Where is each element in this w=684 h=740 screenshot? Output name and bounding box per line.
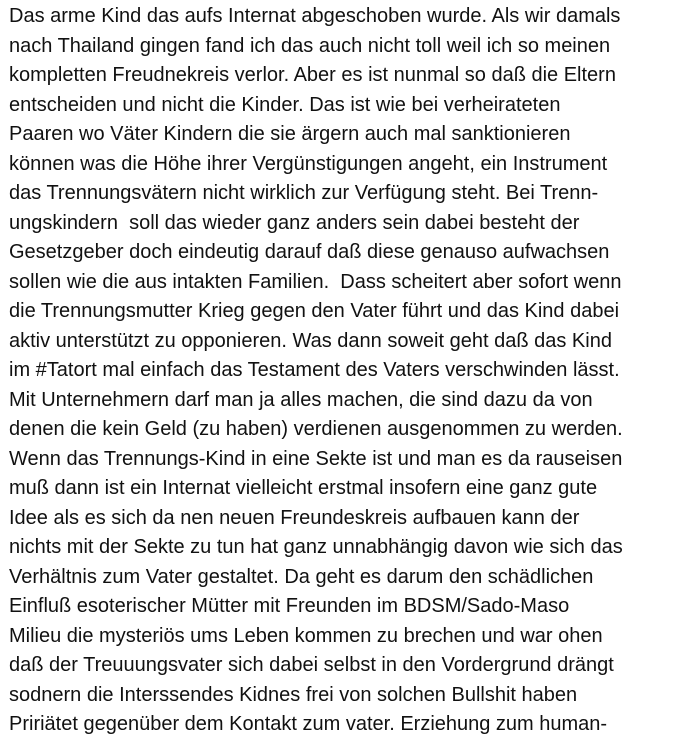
text-line: Pririätet gegenüber dem Kontakt zum vater. Erziehung zum human- [9,713,608,735]
text-line: Mit Unternehmern darf man ja alles machen, die sind dazu da von [9,388,593,411]
text-line: sollen wie die aus intakten Familien. Dass scheitert aber sofort wenn [9,270,622,293]
text-line: entscheiden und nicht die Kinder. Das ist wie bei verheirateten [9,93,561,116]
text-line: Paaren wo Väter Kindern die sie ärgern auch mal sanktionieren [9,123,571,145]
text-line: denen die kein Geld (zu haben) verdienen ausgenommen zu werden. [9,418,623,440]
text-line: kompletten Freudnekreis verlor. Aber es ist nunmal so daß die Eltern [9,64,616,86]
text-line: das Trennungsvätern nicht wirklich zur Verfügung steht. Bei Trenn- [9,182,599,204]
text-line: Milieu die mysteriös ums Leben kommen zu brechen und war ohen [9,624,603,647]
text-line: Idee als es sich da nen neuen Freundeskreis aufbauen kann der [9,506,580,529]
text-line: Verhältnis zum Vater gestaltet. Da geht es darum den schädlichen [9,565,594,588]
text-line: nach Thailand gingen fand ich das auch nicht toll weil ich so meinen [9,34,611,57]
text-line: Wenn das Trennungs-Kind in eine Sekte ist und man es da rauseisen [9,447,623,470]
text-line: aktiv unterstützt zu opponieren. Was dann soweit geht daß das Kind [9,329,612,352]
text-line: Das arme Kind das aufs Internat abgeschoben wurde. Als wir damals [9,5,621,27]
text-line: nichts mit der Sekte zu tun hat ganz unnabhängig davon wie sich das [9,536,623,558]
text-line: können was die Höhe ihrer Vergünstigungen angeht, ein Instrument [9,152,608,175]
text-line: Einfluß esoterischer Mütter mit Freunden im BDSM/Sado-Maso [9,595,570,617]
text-line: daß der Treuuungsvater sich dabei selbst in den Vordergrund drängt [9,654,614,676]
body-text [9,2,681,740]
text-line: die Trennungsmutter Krieg gegen den Vater führt und das Kind dabei [9,300,620,322]
text-line: sodnern die Interssendes Kidnes frei von solchen Bullshit haben [9,683,578,706]
text-line: Gesetzgeber doch eindeutig darauf daß diese genauso aufwachsen [9,241,610,263]
text-line: im #Tatort mal einfach das Testament des Vaters verschwinden lässt. [9,359,620,381]
text-line: ungskindern soll das wieder ganz anders sein dabei besteht der [9,211,580,234]
text-line: muß dann ist ein Internat vielleicht erstmal insofern eine ganz gute [9,477,598,499]
